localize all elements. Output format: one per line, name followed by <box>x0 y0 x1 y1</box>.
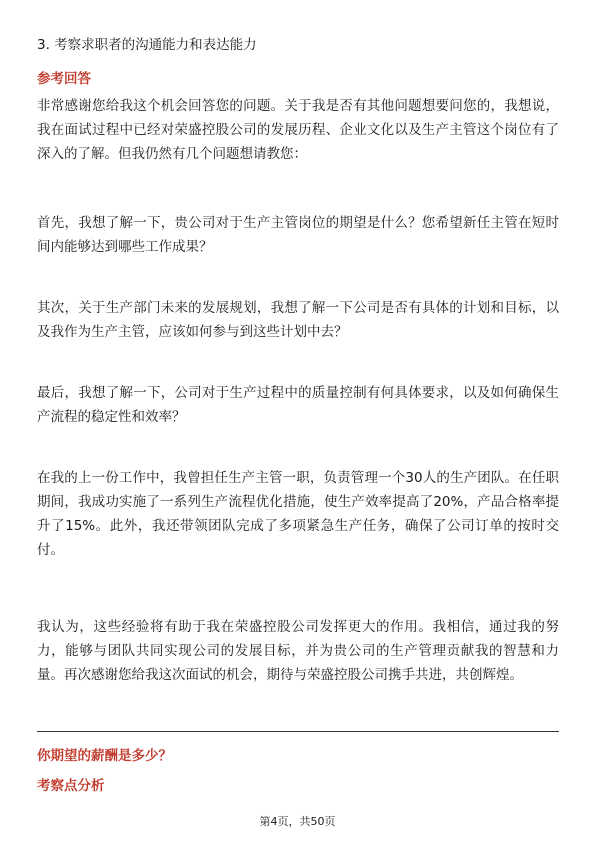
answer-paragraph-second: 其次，关于生产部门未来的发展规划，我想了解一下公司是否有具体的计划和目标，以及我作为生产主管，应该如何参与到这些计划中去？ <box>37 300 559 340</box>
section-heading: 3. 考察求职者的沟通能力和表达能力 <box>37 37 257 53</box>
answer-label: 参考回答 <box>37 71 91 87</box>
analysis-label: 考察点分析 <box>37 778 105 794</box>
answer-paragraph-experience: 在我的上一份工作中，我曾担任生产主管一职，负责管理一个30人的生产团队。在任职期间，我成功实施了一系列生产流程优化措施，使生产效率提高了20%，产品合格率提升了15%。此外，我还带领团队完成了多项紧急生产任务，确保了公司订单的按时交付。 <box>37 470 559 558</box>
answer-paragraph-intro: 非常感谢您给我这个机会回答您的问题。关于我是否有其他问题想要问您的，我想说，我在面试过程中已经对荣盛控股公司的发展历程、企业文化以及生产主管这个岗位有了深入的了解。但我仍然有几个问题想请教您： <box>37 98 559 162</box>
answer-paragraph-closing: 我认为，这些经验将有助于我在荣盛控股公司发挥更大的作用。我相信，通过我的努力，能够与团队共同实现公司的发展目标，并为贵公司的生产管理贡献我的智慧和力量。再次感谢您给我这次面试的机会，期待与荣盛控股公司携手共进，共创辉煌。 <box>37 619 559 683</box>
answer-paragraph-first: 首先，我想了解一下，贵公司对于生产主管岗位的期望是什么？您希望新任主管在短时间内能够达到哪些工作成果？ <box>37 215 559 255</box>
document-page <box>37 0 559 842</box>
next-question-title: 你期望的薪酬是多少？ <box>37 748 172 764</box>
section-divider <box>37 731 559 732</box>
page-indicator: 第4页，共50页 <box>259 815 336 828</box>
answer-paragraph-last: 最后，我想了解一下，公司对于生产过程中的质量控制有何具体要求，以及如何确保生产流程的稳定性和效率？ <box>37 385 559 425</box>
